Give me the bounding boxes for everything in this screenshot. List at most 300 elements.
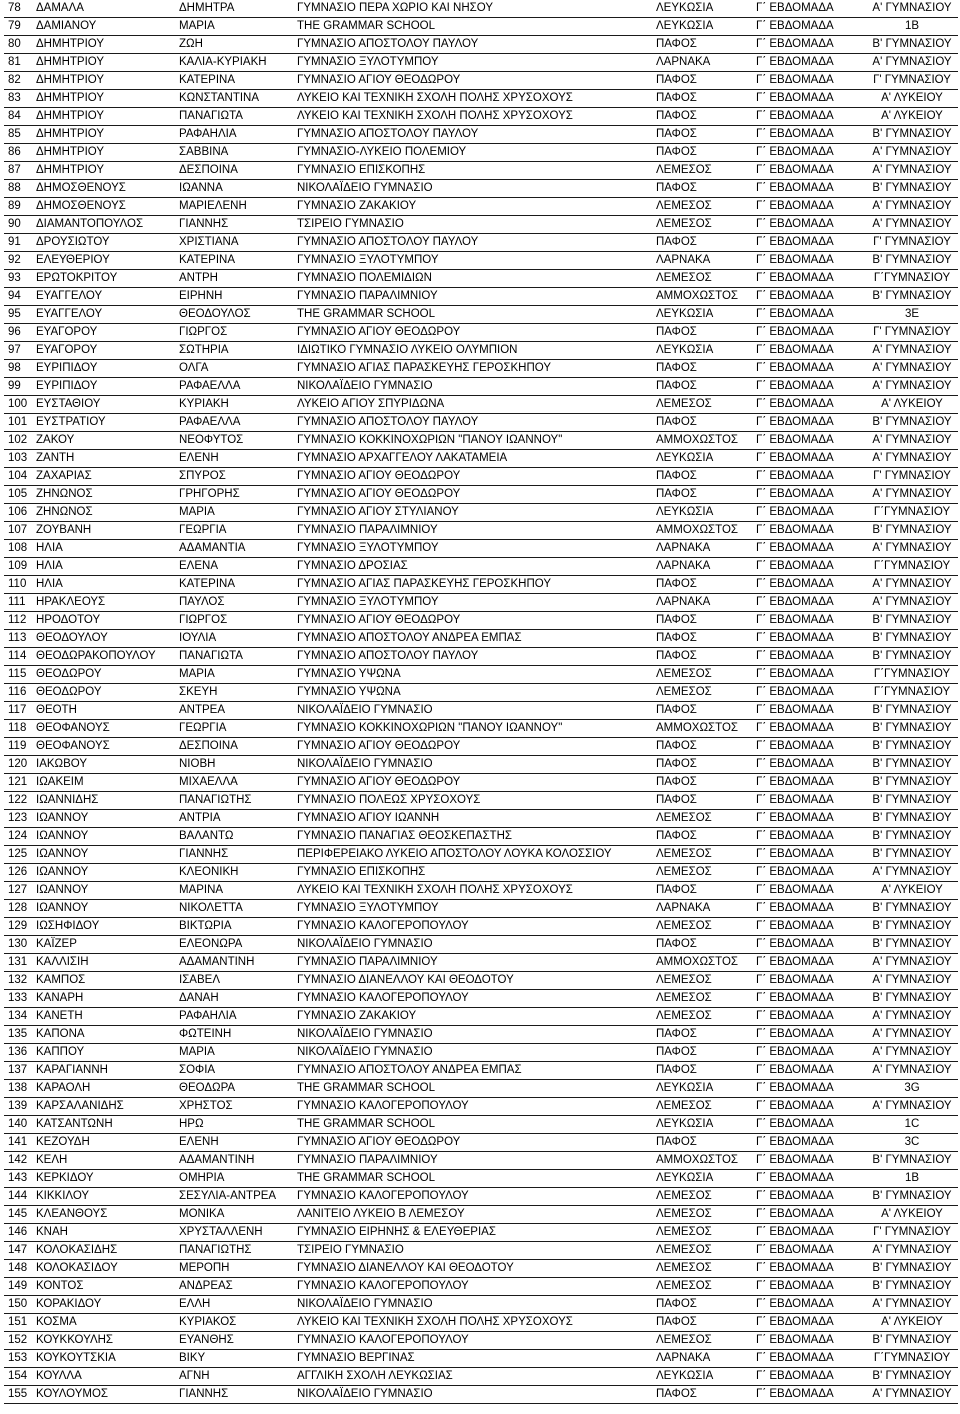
table-row [4, 72, 958, 90]
week-cell: Γ΄ ΕΒΔΟΜΑΔΑ [752, 360, 862, 378]
district-cell: ΛΕΥΚΩΣΙΑ [652, 504, 752, 522]
school-cell: ΓΥΜΝΑΣΙΟ ΠΑΡΑΛΙΜΝΙΟΥ [293, 954, 652, 972]
table-row [4, 108, 958, 126]
district-cell: ΠΑΦΟΣ [652, 144, 752, 162]
surname-cell: ΖΗΝΩΝΟΣ [32, 486, 175, 504]
district-cell: ΛΕΜΕΣΟΣ [652, 1206, 752, 1224]
week-cell: Γ΄ ΕΒΔΟΜΑΔΑ [752, 1278, 862, 1296]
school-cell: ΓΥΜΝΑΣΙΟ ΑΠΟΣΤΟΛΟΥ ΑΝΔΡΕΑ ΕΜΠΑΣ [293, 630, 652, 648]
district-cell: ΛΕΜΕΣΟΣ [652, 1224, 752, 1242]
first-name-cell: ΕΥΑΝΘΗΣ [175, 1332, 293, 1350]
district-cell: ΠΑΦΟΣ [652, 108, 752, 126]
class-cell: Α' ΓΥΜΝΑΣΙΟΥ [862, 1098, 958, 1116]
surname-cell: ΔΡΟΥΣΙΩΤΟΥ [32, 234, 175, 252]
class-cell: Α' ΓΥΜΝΑΣΙΟΥ [862, 144, 958, 162]
table-row [4, 1044, 958, 1062]
surname-cell: ΚΕΡΚΙΔΟΥ [32, 1170, 175, 1188]
first-name-cell: ΣΟΦΙΑ [175, 1062, 293, 1080]
class-cell: Α' ΛΥΚΕΙΟΥ [862, 1206, 958, 1224]
row-number: 94 [4, 288, 32, 306]
row-number: 106 [4, 504, 32, 522]
first-name-cell: ΜΙΧΑΕΛΛΑ [175, 774, 293, 792]
class-cell: Β' ΓΥΜΝΑΣΙΟΥ [862, 756, 958, 774]
district-cell: ΛΕΥΚΩΣΙΑ [652, 342, 752, 360]
first-name-cell: ΣΠΥΡΟΣ [175, 468, 293, 486]
table-row [4, 720, 958, 738]
week-cell: Γ΄ ΕΒΔΟΜΑΔΑ [752, 162, 862, 180]
district-cell: ΛΑΡΝΑΚΑ [652, 900, 752, 918]
row-number: 107 [4, 522, 32, 540]
district-cell: ΛΑΡΝΑΚΑ [652, 54, 752, 72]
class-cell: Β' ΓΥΜΝΑΣΙΟΥ [862, 36, 958, 54]
table-row [4, 342, 958, 360]
table-row [4, 702, 958, 720]
district-cell: ΠΑΦΟΣ [652, 72, 752, 90]
first-name-cell: ΚΑΤΕΡΙΝΑ [175, 252, 293, 270]
district-cell: ΛΕΜΕΣΟΣ [652, 162, 752, 180]
district-cell: ΠΑΦΟΣ [652, 792, 752, 810]
district-cell: ΛΕΜΕΣΟΣ [652, 864, 752, 882]
first-name-cell: ΦΩΤΕΙΝΗ [175, 1026, 293, 1044]
week-cell: Γ΄ ΕΒΔΟΜΑΔΑ [752, 504, 862, 522]
surname-cell: ΔΗΜΟΣΘΕΝΟΥΣ [32, 180, 175, 198]
school-cell: THE GRAMMAR SCHOOL [293, 1080, 652, 1098]
class-cell: Α' ΓΥΜΝΑΣΙΟΥ [862, 450, 958, 468]
table-row [4, 774, 958, 792]
school-cell: ΓΥΜΝΑΣΙΟ ΑΓΙΟΥ ΙΩΑΝΝΗ [293, 810, 652, 828]
school-cell: ΓΥΜΝΑΣΙΟ ΕΠΙΣΚΟΠΗΣ [293, 162, 652, 180]
school-cell: ΝΙΚΟΛΑΪΔΕΙΟ ΓΥΜΝΑΣΙΟ [293, 1386, 652, 1404]
week-cell: Γ΄ ΕΒΔΟΜΑΔΑ [752, 414, 862, 432]
table-row [4, 576, 958, 594]
school-cell: ΓΥΜΝΑΣΙΟ ΖΑΚΑΚΙΟΥ [293, 198, 652, 216]
row-number: 117 [4, 702, 32, 720]
table-row [4, 1098, 958, 1116]
district-cell: ΛΕΜΕΣΟΣ [652, 810, 752, 828]
week-cell: Γ΄ ΕΒΔΟΜΑΔΑ [752, 270, 862, 288]
week-cell: Γ΄ ΕΒΔΟΜΑΔΑ [752, 1062, 862, 1080]
row-number: 116 [4, 684, 32, 702]
row-number: 125 [4, 846, 32, 864]
class-cell: Γ' ΓΥΜΝΑΣΙΟΥ [862, 324, 958, 342]
surname-cell: ΚΑΠΟΝΑ [32, 1026, 175, 1044]
surname-cell: ΔΗΜΟΣΘΕΝΟΥΣ [32, 198, 175, 216]
table-row [4, 1206, 958, 1224]
table-row [4, 360, 958, 378]
first-name-cell: ΓΙΑΝΝΗΣ [175, 216, 293, 234]
surname-cell: ΗΛΙΑ [32, 540, 175, 558]
surname-cell: ΙΩΑΝΝΟΥ [32, 810, 175, 828]
table-row [4, 36, 958, 54]
table-row [4, 216, 958, 234]
table-row [4, 990, 958, 1008]
surname-cell: ΚΛΕΑΝΘΟΥΣ [32, 1206, 175, 1224]
row-number: 126 [4, 864, 32, 882]
first-name-cell: ΜΟΝΙΚΑ [175, 1206, 293, 1224]
class-cell: Β' ΓΥΜΝΑΣΙΟΥ [862, 180, 958, 198]
week-cell: Γ΄ ΕΒΔΟΜΑΔΑ [752, 1386, 862, 1404]
class-cell: Α' ΓΥΜΝΑΣΙΟΥ [862, 0, 958, 18]
class-cell: Β' ΓΥΜΝΑΣΙΟΥ [862, 990, 958, 1008]
class-cell: Α' ΓΥΜΝΑΣΙΟΥ [862, 954, 958, 972]
first-name-cell: ΕΛΛΗ [175, 1296, 293, 1314]
class-cell: Α' ΓΥΜΝΑΣΙΟΥ [862, 540, 958, 558]
class-cell: Γ' ΓΥΜΝΑΣΙΟΥ [862, 1224, 958, 1242]
week-cell: Γ΄ ΕΒΔΟΜΑΔΑ [752, 378, 862, 396]
district-cell: ΛΕΥΚΩΣΙΑ [652, 1116, 752, 1134]
district-cell: ΛΕΜΕΣΟΣ [652, 1188, 752, 1206]
row-number: 120 [4, 756, 32, 774]
class-cell: Β' ΓΥΜΝΑΣΙΟΥ [862, 900, 958, 918]
table-row [4, 234, 958, 252]
table-row [4, 468, 958, 486]
surname-cell: ΕΥΣΤΑΘΙΟΥ [32, 396, 175, 414]
table-row [4, 1026, 958, 1044]
district-cell: ΛΕΜΕΣΟΣ [652, 666, 752, 684]
first-name-cell: ΑΓΝΗ [175, 1368, 293, 1386]
school-cell: ΓΥΜΝΑΣΙΟ-ΛΥΚΕΙΟ ΠΟΛΕΜΙΟΥ [293, 144, 652, 162]
surname-cell: ΗΡΑΚΛΕΟΥΣ [32, 594, 175, 612]
class-cell: Α' ΓΥΜΝΑΣΙΟΥ [862, 378, 958, 396]
surname-cell: ΔΗΜΗΤΡΙΟΥ [32, 144, 175, 162]
table-row [4, 594, 958, 612]
school-cell: ΓΥΜΝΑΣΙΟ ΠΑΡΑΛΙΜΝΙΟΥ [293, 522, 652, 540]
class-cell: Γ΄ΓΥΜΝΑΣΙΟΥ [862, 1350, 958, 1368]
district-cell: ΛΕΜΕΣΟΣ [652, 684, 752, 702]
surname-cell: ΚΑΪΖΕΡ [32, 936, 175, 954]
row-number: 113 [4, 630, 32, 648]
table-row [4, 954, 958, 972]
school-cell: ΓΥΜΝΑΣΙΟ ΑΓΙΟΥ ΘΕΟΔΩΡΟΥ [293, 486, 652, 504]
district-cell: ΑΜΜΟΧΩΣΤΟΣ [652, 288, 752, 306]
week-cell: Γ΄ ΕΒΔΟΜΑΔΑ [752, 936, 862, 954]
week-cell: Γ΄ ΕΒΔΟΜΑΔΑ [752, 828, 862, 846]
table-row [4, 252, 958, 270]
district-cell: ΛΕΜΕΣΟΣ [652, 1242, 752, 1260]
school-cell: ΓΥΜΝΑΣΙΟ ΞΥΛΟΤΥΜΠΟΥ [293, 54, 652, 72]
table-row [4, 900, 958, 918]
class-cell: Γ΄ΓΥΜΝΑΣΙΟΥ [862, 684, 958, 702]
school-cell: ΓΥΜΝΑΣΙΟ ΑΠΟΣΤΟΛΟΥ ΠΑΥΛΟΥ [293, 234, 652, 252]
week-cell: Γ΄ ΕΒΔΟΜΑΔΑ [752, 1314, 862, 1332]
class-cell: Γ' ΓΥΜΝΑΣΙΟΥ [862, 234, 958, 252]
week-cell: Γ΄ ΕΒΔΟΜΑΔΑ [752, 72, 862, 90]
school-cell: ΛΥΚΕΙΟ ΚΑΙ ΤΕΧΝΙΚΗ ΣΧΟΛΗ ΠΟΛΗΣ ΧΡΥΣΟΧΟΥΣ [293, 90, 652, 108]
week-cell: Γ΄ ΕΒΔΟΜΑΔΑ [752, 1098, 862, 1116]
district-cell: ΛΕΜΕΣΟΣ [652, 1098, 752, 1116]
week-cell: Γ΄ ΕΒΔΟΜΑΔΑ [752, 1080, 862, 1098]
row-number: 132 [4, 972, 32, 990]
surname-cell: ΖΟΥΒΑΝΗ [32, 522, 175, 540]
school-cell: ΓΥΜΝΑΣΙΟ ΑΡΧΑΓΓΕΛΟΥ ΛΑΚΑΤΑΜΕΙΑ [293, 450, 652, 468]
table-row [4, 756, 958, 774]
class-cell: Α' ΓΥΜΝΑΣΙΟΥ [862, 486, 958, 504]
class-cell: Α' ΓΥΜΝΑΣΙΟΥ [862, 432, 958, 450]
district-cell: ΛΕΜΕΣΟΣ [652, 396, 752, 414]
surname-cell: ΔΙΑΜΑΝΤΟΠΟΥΛΟΣ [32, 216, 175, 234]
table-row [4, 486, 958, 504]
district-cell: ΛΕΜΕΣΟΣ [652, 1332, 752, 1350]
surname-cell: ΕΥΑΓΟΡΟΥ [32, 324, 175, 342]
class-cell: Β' ΓΥΜΝΑΣΙΟΥ [862, 1368, 958, 1386]
class-cell: Γ' ΓΥΜΝΑΣΙΟΥ [862, 468, 958, 486]
week-cell: Γ΄ ΕΒΔΟΜΑΔΑ [752, 972, 862, 990]
school-cell: ΓΥΜΝΑΣΙΟ ΑΠΟΣΤΟΛΟΥ ΠΑΥΛΟΥ [293, 414, 652, 432]
school-cell: ΓΥΜΝΑΣΙΟ ΠΑΡΑΛΙΜΝΙΟΥ [293, 288, 652, 306]
surname-cell: ΚΑΡΑΓΙΑΝΝΗ [32, 1062, 175, 1080]
district-cell: ΠΑΦΟΣ [652, 1386, 752, 1404]
table-row [4, 1188, 958, 1206]
district-cell: ΠΑΦΟΣ [652, 180, 752, 198]
first-name-cell: ΧΡΙΣΤΙΑΝΑ [175, 234, 293, 252]
surname-cell: ΔΗΜΗΤΡΙΟΥ [32, 108, 175, 126]
class-cell: Β' ΓΥΜΝΑΣΙΟΥ [862, 648, 958, 666]
first-name-cell: ΙΩΑΝΝΑ [175, 180, 293, 198]
first-name-cell: ΜΑΡΙΑ [175, 18, 293, 36]
first-name-cell: ΕΛΕΟΝΩΡΑ [175, 936, 293, 954]
district-cell: ΛΑΡΝΑΚΑ [652, 252, 752, 270]
table-row [4, 0, 958, 18]
school-cell: ΓΥΜΝΑΣΙΟ ΚΟΚΚΙΝΟΧΩΡΙΩΝ "ΠΑΝΟΥ ΙΩΑΝΝΟΥ" [293, 720, 652, 738]
school-cell: ΓΥΜΝΑΣΙΟ ΚΑΛΟΓΕΡΟΠΟΥΛΟΥ [293, 1098, 652, 1116]
first-name-cell: ΔΕΣΠΟΙΝΑ [175, 738, 293, 756]
school-cell: ΓΥΜΝΑΣΙΟ ΞΥΛΟΤΥΜΠΟΥ [293, 594, 652, 612]
class-cell: 1B [862, 18, 958, 36]
district-cell: ΛΕΜΕΣΟΣ [652, 846, 752, 864]
row-number: 86 [4, 144, 32, 162]
first-name-cell: ΔΑΝΑΗ [175, 990, 293, 1008]
row-number: 88 [4, 180, 32, 198]
first-name-cell: ΜΕΡΟΠΗ [175, 1260, 293, 1278]
table-row [4, 864, 958, 882]
row-number: 138 [4, 1080, 32, 1098]
first-name-cell: ΣΚΕΥΗ [175, 684, 293, 702]
row-number: 89 [4, 198, 32, 216]
district-cell: ΠΑΦΟΣ [652, 36, 752, 54]
first-name-cell: ΓΕΩΡΓΙΑ [175, 522, 293, 540]
school-cell: ΓΥΜΝΑΣΙΟ ΚΑΛΟΓΕΡΟΠΟΥΛΟΥ [293, 1278, 652, 1296]
surname-cell: ΙΩΑΝΝΙΔΗΣ [32, 792, 175, 810]
school-cell: THE GRAMMAR SCHOOL [293, 18, 652, 36]
first-name-cell: ΕΛΕΝΗ [175, 450, 293, 468]
class-cell: Β' ΓΥΜΝΑΣΙΟΥ [862, 1152, 958, 1170]
class-cell: Γ΄ΓΥΜΝΑΣΙΟΥ [862, 504, 958, 522]
week-cell: Γ΄ ΕΒΔΟΜΑΔΑ [752, 486, 862, 504]
first-name-cell: ΡΑΦΑΗΛΙΑ [175, 1008, 293, 1026]
first-name-cell: ΚΩΝΣΤΑΝΤΙΝΑ [175, 90, 293, 108]
first-name-cell: ΒΑΛΑΝΤΩ [175, 828, 293, 846]
class-cell: Β' ΓΥΜΝΑΣΙΟΥ [862, 846, 958, 864]
row-number: 100 [4, 396, 32, 414]
first-name-cell: ΑΝΔΡΕΑΣ [175, 1278, 293, 1296]
row-number: 139 [4, 1098, 32, 1116]
surname-cell: ΚΟΥΚΚΟΥΛΗΣ [32, 1332, 175, 1350]
week-cell: Γ΄ ΕΒΔΟΜΑΔΑ [752, 1044, 862, 1062]
school-cell: ΓΥΜΝΑΣΙΟ ΞΥΛΟΤΥΜΠΟΥ [293, 252, 652, 270]
week-cell: Γ΄ ΕΒΔΟΜΑΔΑ [752, 756, 862, 774]
first-name-cell: ΜΑΡΙΕΛΕΝΗ [175, 198, 293, 216]
row-number: 131 [4, 954, 32, 972]
table-row [4, 396, 958, 414]
first-name-cell: ΓΙΩΡΓΟΣ [175, 612, 293, 630]
first-name-cell: ΝΕΟΦΥΤΟΣ [175, 432, 293, 450]
class-cell: Β' ΓΥΜΝΑΣΙΟΥ [862, 1260, 958, 1278]
table-row [4, 1314, 958, 1332]
surname-cell: ΙΩΣΗΦΙΔΟΥ [32, 918, 175, 936]
week-cell: Γ΄ ΕΒΔΟΜΑΔΑ [752, 1350, 862, 1368]
school-cell: ΓΥΜΝΑΣΙΟ ΑΓΙΟΥ ΘΕΟΔΩΡΟΥ [293, 468, 652, 486]
first-name-cell: ΠΑΥΛΟΣ [175, 594, 293, 612]
table-row [4, 612, 958, 630]
row-number: 80 [4, 36, 32, 54]
district-cell: ΑΜΜΟΧΩΣΤΟΣ [652, 522, 752, 540]
district-cell: ΛΕΜΕΣΟΣ [652, 972, 752, 990]
first-name-cell: ΟΛΓΑ [175, 360, 293, 378]
class-cell: Α' ΓΥΜΝΑΣΙΟΥ [862, 198, 958, 216]
surname-cell: ΚΙΚΚΙΛΟΥ [32, 1188, 175, 1206]
district-cell: ΛΕΜΕΣΟΣ [652, 216, 752, 234]
surname-cell: ΕΥΡΙΠΙΔΟΥ [32, 360, 175, 378]
surname-cell: ΖΑΝΤΗ [32, 450, 175, 468]
class-cell: 3G [862, 1080, 958, 1098]
table-row [4, 1296, 958, 1314]
table-row [4, 378, 958, 396]
class-cell: Α' ΓΥΜΝΑΣΙΟΥ [862, 1386, 958, 1404]
table-row [4, 1350, 958, 1368]
class-cell: Γ΄ΓΥΜΝΑΣΙΟΥ [862, 270, 958, 288]
district-cell: ΛΕΜΕΣΟΣ [652, 270, 752, 288]
first-name-cell: ΚΑΤΕΡΙΝΑ [175, 72, 293, 90]
row-number: 153 [4, 1350, 32, 1368]
class-cell: Α' ΓΥΜΝΑΣΙΟΥ [862, 864, 958, 882]
row-number: 141 [4, 1134, 32, 1152]
district-cell: ΛΕΥΚΩΣΙΑ [652, 18, 752, 36]
week-cell: Γ΄ ΕΒΔΟΜΑΔΑ [752, 36, 862, 54]
school-cell: ΝΙΚΟΛΑΪΔΕΙΟ ΓΥΜΝΑΣΙΟ [293, 180, 652, 198]
row-number: 97 [4, 342, 32, 360]
row-number: 83 [4, 90, 32, 108]
school-cell: ΓΥΜΝΑΣΙΟ ΑΠΟΣΤΟΛΟΥ ΠΑΥΛΟΥ [293, 126, 652, 144]
class-cell: Γ΄ΓΥΜΝΑΣΙΟΥ [862, 558, 958, 576]
school-cell: THE GRAMMAR SCHOOL [293, 306, 652, 324]
school-cell: ΓΥΜΝΑΣΙΟ ΥΨΩΝΑ [293, 684, 652, 702]
school-cell: ΛΥΚΕΙΟ ΚΑΙ ΤΕΧΝΙΚΗ ΣΧΟΛΗ ΠΟΛΗΣ ΧΡΥΣΟΧΟΥΣ [293, 108, 652, 126]
table-row [4, 1134, 958, 1152]
week-cell: Γ΄ ΕΒΔΟΜΑΔΑ [752, 1368, 862, 1386]
surname-cell: ΚΑΠΠΟΥ [32, 1044, 175, 1062]
week-cell: Γ΄ ΕΒΔΟΜΑΔΑ [752, 702, 862, 720]
school-cell: ΓΥΜΝΑΣΙΟ ΑΓΙΟΥ ΘΕΟΔΩΡΟΥ [293, 1134, 652, 1152]
week-cell: Γ΄ ΕΒΔΟΜΑΔΑ [752, 594, 862, 612]
district-cell: ΠΑΦΟΣ [652, 828, 752, 846]
class-cell: Γ΄ΓΥΜΝΑΣΙΟΥ [862, 666, 958, 684]
week-cell: Γ΄ ΕΒΔΟΜΑΔΑ [752, 144, 862, 162]
surname-cell: ΔΑΜΙΑΝΟΥ [32, 18, 175, 36]
school-cell: ΝΙΚΟΛΑΪΔΕΙΟ ΓΥΜΝΑΣΙΟ [293, 936, 652, 954]
surname-cell: ΖΗΝΩΝΟΣ [32, 504, 175, 522]
row-number: 111 [4, 594, 32, 612]
week-cell: Γ΄ ΕΒΔΟΜΑΔΑ [752, 1296, 862, 1314]
district-cell: ΛΑΡΝΑΚΑ [652, 594, 752, 612]
surname-cell: ΙΩΑΝΝΟΥ [32, 864, 175, 882]
school-cell: ΓΥΜΝΑΣΙΟ ΒΕΡΓΙΝΑΣ [293, 1350, 652, 1368]
first-name-cell: ΟΜΗΡΙΑ [175, 1170, 293, 1188]
surname-cell: ΔΗΜΗΤΡΙΟΥ [32, 72, 175, 90]
class-cell: Α' ΛΥΚΕΙΟΥ [862, 108, 958, 126]
school-cell: ΙΔΙΩΤΙΚΟ ΓΥΜΝΑΣΙΟ ΛΥΚΕΙΟ ΟΛΥΜΠΙΟΝ [293, 342, 652, 360]
week-cell: Γ΄ ΕΒΔΟΜΑΔΑ [752, 90, 862, 108]
row-number: 96 [4, 324, 32, 342]
district-cell: ΛΕΜΕΣΟΣ [652, 1260, 752, 1278]
table-row [4, 54, 958, 72]
row-number: 148 [4, 1260, 32, 1278]
school-cell: ΛΥΚΕΙΟ ΑΓΙΟΥ ΣΠΥΡΙΔΩΝΑ [293, 396, 652, 414]
surname-cell: ΚΟΛΟΚΑΣΙΔΗΣ [32, 1242, 175, 1260]
surname-cell: ΔΗΜΗΤΡΙΟΥ [32, 54, 175, 72]
surname-cell: ΙΑΚΩΒΟΥ [32, 756, 175, 774]
table-row [4, 1152, 958, 1170]
table-row [4, 738, 958, 756]
table-row [4, 918, 958, 936]
class-cell: Β' ΓΥΜΝΑΣΙΟΥ [862, 1188, 958, 1206]
district-cell: ΛΕΥΚΩΣΙΑ [652, 306, 752, 324]
school-cell: ΝΙΚΟΛΑΪΔΕΙΟ ΓΥΜΝΑΣΙΟ [293, 1296, 652, 1314]
row-number: 119 [4, 738, 32, 756]
class-cell: Α' ΓΥΜΝΑΣΙΟΥ [862, 972, 958, 990]
class-cell: Β' ΓΥΜΝΑΣΙΟΥ [862, 828, 958, 846]
school-cell: THE GRAMMAR SCHOOL [293, 1116, 652, 1134]
week-cell: Γ΄ ΕΒΔΟΜΑΔΑ [752, 450, 862, 468]
class-cell: Α' ΓΥΜΝΑΣΙΟΥ [862, 342, 958, 360]
first-name-cell: ΒΙΚΥ [175, 1350, 293, 1368]
district-cell: ΠΑΦΟΣ [652, 1134, 752, 1152]
class-cell: Β' ΓΥΜΝΑΣΙΟΥ [862, 414, 958, 432]
district-cell: ΑΜΜΟΧΩΣΤΟΣ [652, 432, 752, 450]
surname-cell: ΚΟΥΛΟΥΜΟΣ [32, 1386, 175, 1404]
surname-cell: ΘΕΟΔΩΡΟΥ [32, 684, 175, 702]
roster-body [4, 0, 958, 1404]
class-cell: Α' ΓΥΜΝΑΣΙΟΥ [862, 1008, 958, 1026]
row-number: 110 [4, 576, 32, 594]
week-cell: Γ΄ ΕΒΔΟΜΑΔΑ [752, 846, 862, 864]
surname-cell: ΔΗΜΗΤΡΙΟΥ [32, 162, 175, 180]
school-cell: ΓΥΜΝΑΣΙΟ ΕΠΙΣΚΟΠΗΣ [293, 864, 652, 882]
surname-cell: ΚΕΖΟΥΔΗ [32, 1134, 175, 1152]
row-number: 92 [4, 252, 32, 270]
table-row [4, 504, 958, 522]
week-cell: Γ΄ ΕΒΔΟΜΑΔΑ [752, 54, 862, 72]
surname-cell: ΘΕΟΔΩΡΟΥ [32, 666, 175, 684]
surname-cell: ΘΕΟΦΑΝΟΥΣ [32, 720, 175, 738]
district-cell: ΠΑΦΟΣ [652, 936, 752, 954]
school-cell: ΓΥΜΝΑΣΙΟ ΕΙΡΗΝΗΣ & ΕΛΕΥΘΕΡΙΑΣ [293, 1224, 652, 1242]
class-cell: 1C [862, 1116, 958, 1134]
surname-cell: ΘΕΟΤΗ [32, 702, 175, 720]
week-cell: Γ΄ ΕΒΔΟΜΑΔΑ [752, 810, 862, 828]
first-name-cell: ΕΛΕΝΑ [175, 558, 293, 576]
district-cell: ΛΕΥΚΩΣΙΑ [652, 450, 752, 468]
first-name-cell: ΑΝΤΡΕΑ [175, 702, 293, 720]
surname-cell: ΖΑΚΟΥ [32, 432, 175, 450]
school-cell: ΓΥΜΝΑΣΙΟ ΞΥΛΟΤΥΜΠΟΥ [293, 900, 652, 918]
school-cell: ΓΥΜΝΑΣΙΟ ΠΟΛΕΩΣ ΧΡΥΣΟΧΟΥΣ [293, 792, 652, 810]
table-row [4, 1278, 958, 1296]
table-row [4, 1062, 958, 1080]
row-number: 98 [4, 360, 32, 378]
week-cell: Γ΄ ΕΒΔΟΜΑΔΑ [752, 684, 862, 702]
first-name-cell: ΕΙΡΗΝΗ [175, 288, 293, 306]
district-cell: ΠΑΦΟΣ [652, 1062, 752, 1080]
